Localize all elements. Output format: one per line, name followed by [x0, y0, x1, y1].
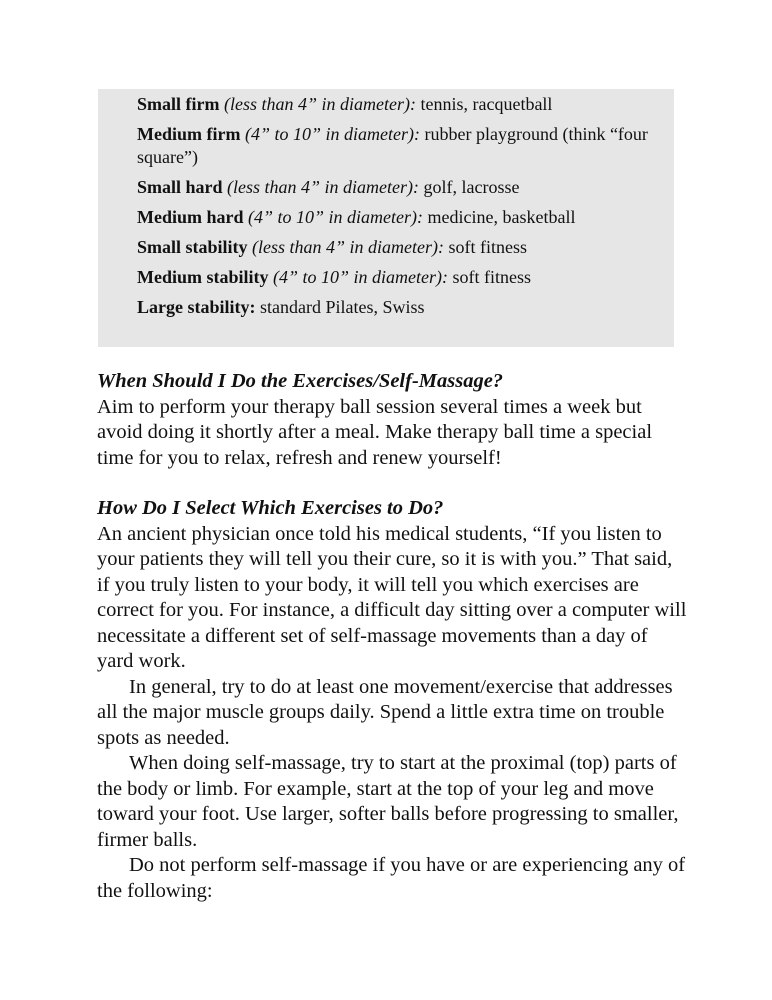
ball-name: Small hard [137, 177, 223, 197]
ball-diameter: (4” to 10” in diameter): [248, 207, 424, 227]
paragraph: Aim to perform your therapy ball session several times a week but avoid doing it shortly after a meal. Make therapy ball time a special time for you to relax, refresh and renew yourself! [97, 395, 653, 469]
ball-item-small-stability [137, 236, 652, 259]
ball-diameter: (less than 4” in diameter): [227, 177, 420, 197]
ball-examples: standard Pilates, Swiss [260, 297, 425, 317]
ball-examples: soft fitness [448, 237, 527, 257]
ball-item-small-hard [137, 176, 652, 199]
ball-diameter: (less than 4” in diameter): [252, 237, 444, 257]
main-text [97, 369, 687, 904]
paragraph: When doing self-massage, try to start at the proximal (top) parts of the body or limb. For example, start at the top of your leg and move toward your foot. Use larger, softer balls before progressing to smaller, firmer balls. [97, 752, 679, 851]
ball-examples: medicine, basketball [427, 207, 576, 227]
ball-name: Medium stability [137, 267, 269, 287]
ball-diameter: (4” to 10” in diameter): [244, 124, 420, 144]
section-heading-how: How Do I Select Which Exercises to Do? [97, 497, 444, 519]
ball-types-box [98, 89, 674, 347]
ball-examples: golf, lacrosse [423, 177, 520, 197]
ball-name: Medium hard [137, 207, 244, 227]
ball-diameter: (less than 4” in diameter): [224, 94, 416, 114]
ball-item-medium-firm [137, 123, 652, 169]
paragraph: An ancient physician once told his medical students, “If you listen to your patients they will tell you their cure, so it is with you.” That said, if you truly listen to your body, it will tell you which exercises are correct for you. For instance, a difficult day sitting over a computer will necessitate a different set of self-massage movements than a day of yard work. [97, 522, 687, 672]
ball-item-medium-hard [137, 206, 652, 229]
section-heading-when: When Should I Do the Exercises/Self-Massage? [97, 370, 504, 392]
section-spacer [97, 471, 687, 496]
ball-name: Small stability [137, 237, 248, 257]
ball-examples: rubber playground (think “four square”) [137, 124, 648, 167]
paragraph: In general, try to do at least one movement/exercise that addresses all the major muscle groups daily. Spend a little extra time on trouble spots as needed. [97, 675, 673, 749]
ball-item-large-stability [137, 296, 652, 319]
ball-examples: soft fitness [452, 267, 532, 287]
ball-name: Small firm [137, 94, 220, 114]
paragraph: Do not perform self-massage if you have or are experiencing any of the following: [97, 854, 686, 902]
ball-diameter: (4” to 10” in diameter): [273, 267, 449, 287]
ball-item-medium-stability [137, 266, 652, 289]
ball-examples: tennis, racquetball [420, 94, 553, 114]
ball-name: Medium firm [137, 124, 241, 144]
ball-name: Large stability: [137, 297, 256, 317]
ball-item-small-firm [137, 93, 652, 116]
